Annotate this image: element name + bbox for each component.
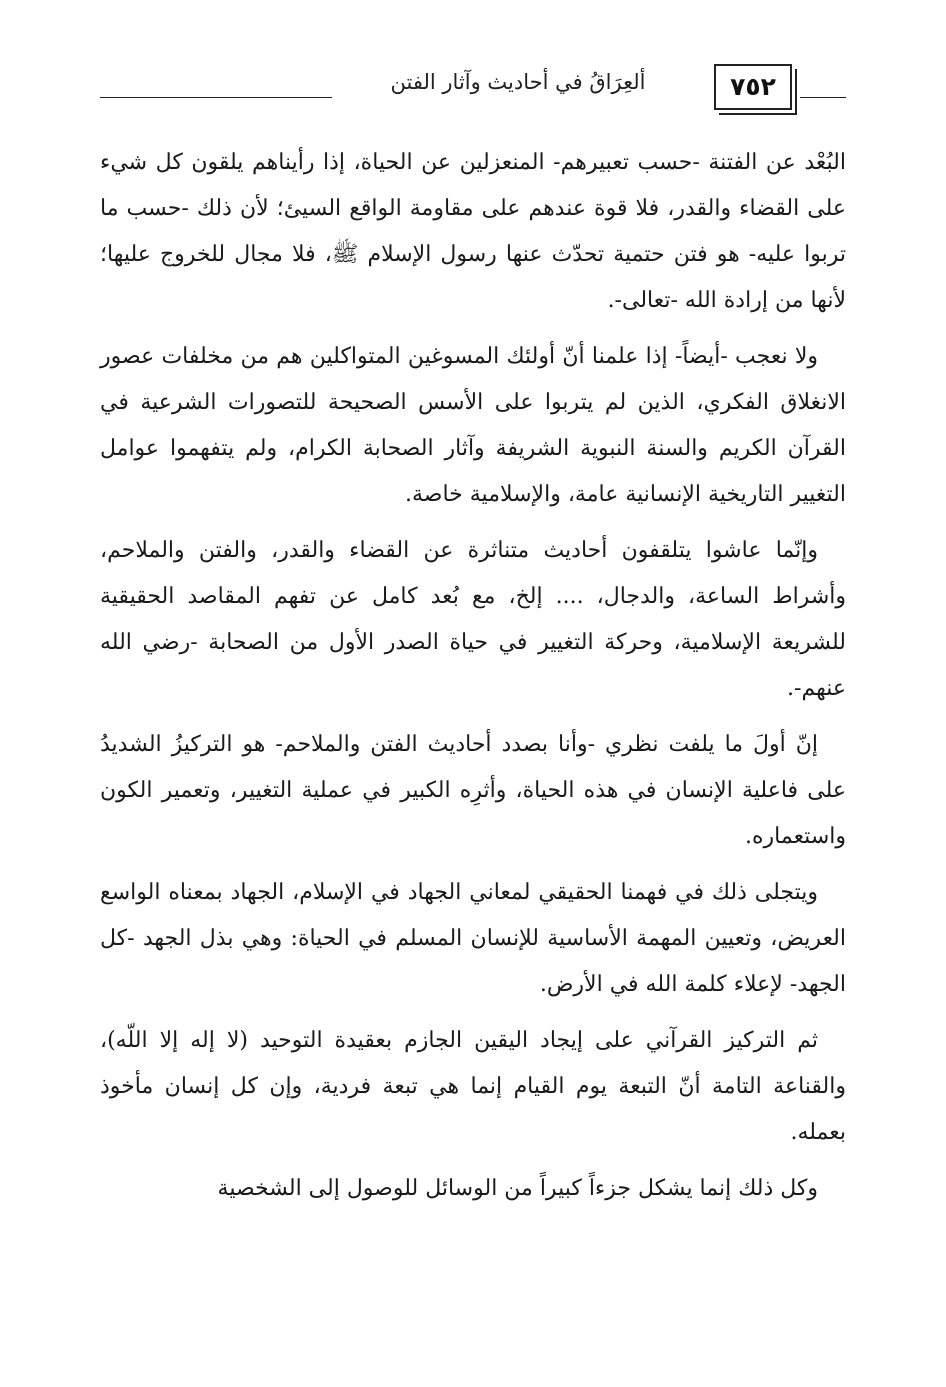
header-rule-right: [800, 97, 846, 98]
paragraph-4: إنّ أولَ ما يلفت نظري -وأنا بصدد أحاديث الفتن والملاحم- هو التركيزُ الشديدُ على فاعلية الإنسان في هذه الحياة، وأثرِه الكبير في عملية التغيير، وتعمير الكون واستعماره.: [100, 732, 846, 849]
page-number: ٧٥٢: [714, 64, 792, 110]
paragraph-3: وإنّما عاشوا يتلقفون أحاديث متناثرة عن القضاء والقدر، والفتن والملاحم، وأشراط الساعة، والدجال، .... إلخ، مع بُعد كامل عن تفهم المقاصد الحقيقية للشريعة الإسلامية، وحركة التغيير في حياة الصدر الأول من الصحابة -رضي الله عنهم-.: [100, 538, 846, 701]
paragraph-2: ولا نعجب -أيضاً- إذا علمنا أنّ أولئك المسوغين المتواكلين هم من مخلفات عصور الانغلاق الفكري، الذين لم يتربوا على الأسس الصحيحة للتصورات الشرعية في القرآن الكريم والسنة النبوية الشريفة وآثار الصحابة الكرام، ولم يتفهموا عوامل التغيير التاريخية الإنسانية عامة، والإسلامية خاصة.: [100, 344, 846, 507]
page-header: [100, 60, 846, 130]
paragraph-1: البُعْد عن الفتنة -حسب تعبيرهم- المنعزلين عن الحياة، إذا رأيناهم يلقون كل شيء على القضاء والقدر، فلا قوة عندهم على مقاومة الواقع السيئ؛ لأن ذلك -حسب ما تربوا عليه- هو فتن حتمية تحدّث عنها رسول الإسلام ﷺ، فلا مجال للخروج عليها؛ لأنها من إرادة الله -تعالى-.: [100, 150, 846, 313]
paragraph-5: ويتجلى ذلك في فهمنا الحقيقي لمعاني الجهاد في الإسلام، الجهاد بمعناه الواسع العريض، وتعيين المهمة الأساسية للإنسان المسلم في الحياة: وهي بذل الجهد -كل الجهد- لإعلاء كلمة الله في الأرض.: [100, 880, 846, 997]
running-title: ألعِرَاقُ في أحاديث وآثار الفتن: [390, 70, 646, 94]
header-rule-left: [100, 97, 332, 98]
paragraph-7: وكل ذلك إنما يشكل جزءاً كبيراً من الوسائل للوصول إلى الشخصية: [217, 1176, 818, 1201]
page-body: [100, 140, 846, 1222]
paragraph-6: ثم التركيز القرآني على إيجاد اليقين الجازم بعقيدة التوحيد (لا إله إلا اللّه)، والقناعة التامة أنّ التبعة يوم القيام إنما هي تبعة فردية، وإن كل إنسان مأخوذ بعمله.: [100, 1028, 846, 1145]
